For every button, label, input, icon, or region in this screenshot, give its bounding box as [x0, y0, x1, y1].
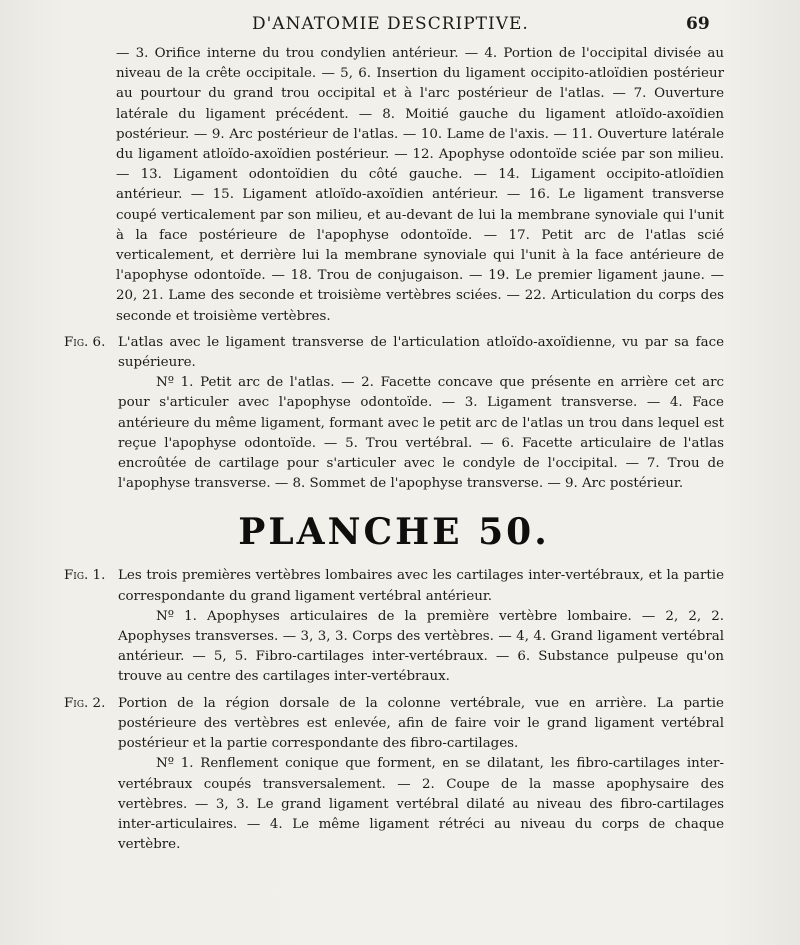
- figure-2-caption: Portion de la région dorsale de la colonne vertébrale, vue en arrière. La partie postérieure des vertèbres est enlevée, afin de faire voir le grand ligament vertébral postérieur et la partie correspondante des fibro-cartilages.: [118, 695, 724, 752]
- figure-6-entry: [64, 333, 724, 495]
- running-title: D'ANATOMIE DESCRIPTIVE.: [252, 14, 529, 34]
- figure-2-details: Nº 1. Renflement conique que forment, en se dilatant, les fibro-cartilages inter-vertébraux coupés transversalement. — 2. Coupe de la masse apophysaire des vertèbres. — 3, 3. Le grand ligament vertébral dilaté au niveau des fibro-cartilages inter-articulaires. — 4. Le même ligament rétréci au niveau du corps de chaque vertèbre.: [118, 756, 724, 853]
- page-header: [0, 14, 800, 42]
- figure-1-details: Nº 1. Apophyses articulaires de la première vertèbre lombaire. — 2, 2, 2. Apophyses transverses. — 3, 3, 3. Corps des vertèbres. — 4, 4. Grand ligament vertébral antérieur. — 5, 5. Fibro-cartilages inter-vertébraux. — 6. Substance pulpeuse qu'on trouve au centre des cartilages inter-vertébraux.: [118, 608, 724, 685]
- figure-6-details: Nº 1. Petit arc de l'atlas. — 2. Facette concave que présente en arrière cet arc pour s'articuler avec l'apophyse odontoïde. — 3. Ligament transverse. — 4. Face antérieure du même ligament, formant avec le petit arc de l'atlas un trou dans lequel est reçue l'apophyse odontoïde. — 5. Trou vertébral. — 6. Facette articulaire de l'atlas encroûtée de cartilage pour s'articuler avec le condyle de l'occipital. — 7. Trou de l'apophyse transverse. — 8. Sommet de l'apophyse transverse. — 9. Arc postérieur.: [118, 375, 724, 492]
- figure-1-caption: Les trois premières vertèbres lombaires avec les cartilages inter-vertébraux, et la partie correspondante du grand ligament vertébral antérieur.: [118, 568, 724, 604]
- figure-2-entry: [64, 694, 724, 856]
- figure-1-label: Fig. 1.: [64, 568, 106, 584]
- continuation-paragraph: — 3. Orifice interne du trou condylien antérieur. — 4. Portion de l'occipital divisée au niveau de la crête occipitale. — 5, 6. Insertion du ligament occipito-atloïdien postérieur au pourtour du grand trou occipital et à l'arc postérieur de l'atlas. — 7. Ouverture latérale du ligament précédent. — 8. Moitié gauche du ligament atloïdo-axoïdien postérieur. — 9. Arc postérieur de l'atlas. — 10. Lame de l'axis. — 11. Ouverture latérale du ligament atloïdo-axoïdien postérieur. — 12. Apophyse odontoïde sciée par son milieu. — 13. Ligament odontoïdien du côté gauche. — 14. Ligament occipito-atloïdien antérieur. — 15. Ligament atloïdo-axoïdien antérieur. — 16. Le ligament transverse coupé verticalement par son milieu, et au-devant de lui la membrane synoviale qui l'unit à la face postérieure de l'apophyse odontoïde. — 17. Petit arc de l'atlas scié verticalement, et derrière lui la membrane synoviale qui l'unit à la face antérieure de l'apophyse odontoïde. — 18. Trou de conjugaison. — 19. Le premier ligament jaune. — 20, 21. Lame des seconde et troisième vertèbres sciées. — 22. Articulation du corps des seconde et troisième vertèbres.: [116, 46, 724, 324]
- figure-2-label: Fig. 2.: [64, 695, 106, 711]
- body-text: [64, 44, 724, 855]
- figure-6-caption: L'atlas avec le ligament transverse de l'articulation atloïdo-axoïdienne, vu par sa face supérieure.: [118, 334, 724, 371]
- figure-6-label: Fig. 6.: [64, 334, 106, 350]
- plate-heading: PLANCHE 50.: [238, 511, 550, 554]
- page-number: 69: [686, 14, 710, 34]
- figure-1-entry: [64, 566, 724, 687]
